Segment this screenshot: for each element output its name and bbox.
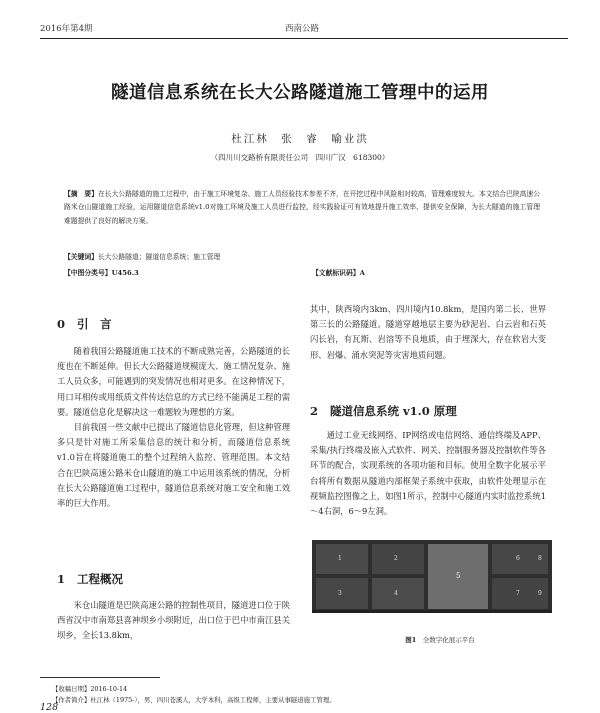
screen-label: 9 — [538, 590, 542, 597]
section-title: 隧道信息系统 v1.0 原理 — [330, 404, 457, 418]
section-heading-1 — [57, 571, 123, 587]
overview-paragraph: 米仓山隧道是巴陕高速公路的控制性项目，隧道进口位于陕西省汉中市南郑县喜神坝乡小坝附近，出口位于巴中市南江县关坝乡，全长13.8km， — [57, 600, 290, 641]
figure-caption-text: 全数字化展示平台 — [422, 636, 475, 644]
paper-title: 隧道信息系统在长大公路隧道施工管理中的运用 — [111, 83, 489, 103]
section-number: 1 — [57, 572, 66, 586]
screen-label: 4 — [394, 590, 398, 597]
intro-column — [57, 344, 290, 511]
section-title: 引 言 — [77, 317, 112, 331]
intro-paragraph-1: 随着我国公路隧道施工技术的不断成熟完善，公路隧道的长度也在不断延伸。但长大公路隧道规模庞大、施工情况复杂、施工人员众多，可能遇到的突发情况也相对更多。在这种情况下，用口耳相传或用纸质文件传达信息的方式已经不能满足工程的需要。隧道信息化是解决这一难题较为理想的方案。 — [57, 346, 290, 417]
clc-label: 【中图分类号】 — [64, 269, 112, 277]
section-number: 0 — [57, 317, 66, 331]
figure-display-platform — [312, 540, 552, 613]
affiliation: （四川川交路桥有限责任公司 四川广汉 618300） — [210, 153, 390, 162]
overview-continued — [310, 302, 546, 363]
figure-caption — [310, 635, 570, 644]
figure-number: 图1 — [405, 636, 417, 644]
doc-code-value: A — [359, 269, 365, 277]
overview-continued-paragraph: 其中，陕西境内3km、四川境内10.8km，是国内第二长、世界第三长的公路隧道。隧道穿越地层主要为砂泥岩、白云岩和石英闪长岩，有瓦斯、岩溶等不良地质，由于埋深大，存在软岩大变形、岩爆、涌水突泥等灾害地质问题。 — [310, 304, 546, 360]
screen-label: 2 — [394, 555, 398, 562]
keywords-label: 【关键词】 — [64, 253, 98, 261]
header-journal: 西南公路 — [285, 24, 320, 34]
system-column — [310, 428, 546, 519]
abstract — [64, 188, 540, 228]
abstract-label: 【摘 要】 — [64, 190, 99, 198]
system-paragraph: 通过工业无线网络、IP网络或电信网络、通信终端及APP、采集/执行终端及嵌入式软件、网关、控制服务器及控制软件等各环节的配合，实现系统的各项功能和目标。使用全数字化展示平台将所有数据从隧道内部框架子系统中获取，由软件处理显示在视频监控图像之上，如图1所示，控制中心隧道内实时监控系统1～4右洞，6～9左洞。 — [310, 430, 546, 517]
abstract-text: 在长大公路隧道的施工过程中，由于施工环境复杂、施工人员经验技术参差不齐，在开挖过程中风险相对较高，管理难度较大。本文结合巴陕高速公路米仓山隧道施工经验，运用隧道信息系统v1.0对施工环境及施工人员进行监控，经实践验证可有效地提升施工效率、提供安全保障，为长大隧道的施工管理难题提供了良好的解决方案。 — [64, 190, 541, 225]
page-number: 128 — [40, 702, 59, 713]
clc-number — [64, 267, 139, 277]
screen-label: 3 — [338, 590, 342, 597]
section-number: 2 — [310, 404, 319, 418]
section-heading-2 — [310, 403, 457, 419]
header-issue: 2016年第4期 — [40, 24, 93, 34]
video-wall-grid — [312, 540, 552, 613]
keywords-text: 长大公路隧道；隧道信息系统；施工管理 — [97, 253, 221, 261]
footnote-rule — [40, 677, 160, 678]
keywords — [64, 251, 220, 261]
section-title: 工程概况 — [77, 572, 123, 586]
footnote-author: 【作者简介】杜江林（1975-），男，四川苍溪人，大学本科，高级工程师，主要从事隧道施工管理。 — [52, 696, 336, 704]
header-rule — [40, 38, 568, 39]
overview-column — [57, 598, 290, 644]
doc-code-label: 【文献标识码】 — [312, 269, 360, 277]
section-heading-0 — [57, 316, 112, 332]
screen-label: 8 — [538, 555, 542, 562]
screen-label: 1 — [338, 555, 342, 562]
author-list: 杜江林 张 睿 喻业洪 — [231, 133, 369, 145]
footnote-received: 【收稿日期】2016-10-14 — [52, 685, 128, 693]
intro-paragraph-2: 目前我国一些文献中已提出了隧道信息化管理，但这种管理多只是针对施工所采集信息的统计和分析，而隧道信息系统v1.0旨在将隧道施工的整个过程纳入监控、管理范围。本文结合在巴陕高速公路米仓山隧道的施工中运用该系统的情况，分析在长大公路隧道施工过程中，隧道信息系统对施工安全和施工效率的巨大作用。 — [57, 422, 290, 509]
clc-value: U456.3 — [111, 269, 139, 277]
screen-label: 7 — [516, 590, 520, 597]
screen-label: 5 — [456, 572, 461, 580]
screen-label: 6 — [516, 555, 520, 562]
document-code — [312, 267, 365, 277]
